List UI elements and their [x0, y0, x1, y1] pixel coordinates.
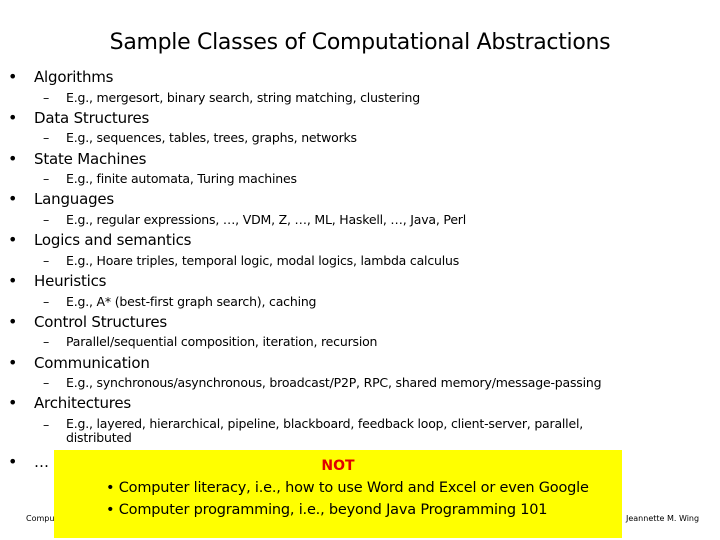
bullet-icon: •: [8, 230, 18, 249]
item-example: Parallel/sequential composition, iteration, recursion: [66, 334, 378, 349]
item-label: Control Structures: [34, 313, 167, 331]
bullet-icon: •: [8, 271, 18, 290]
footer-left: Compu: [26, 514, 55, 523]
item-example: E.g., finite automata, Turing machines: [66, 171, 297, 186]
dash-icon: –: [43, 130, 50, 145]
dash-icon: –: [43, 334, 50, 349]
item-label: State Machines: [34, 150, 147, 168]
bullet-icon: •: [8, 312, 18, 331]
item-example: E.g., Hoare triples, temporal logic, modal logics, lambda calculus: [66, 253, 460, 268]
dash-icon: –: [43, 375, 50, 390]
dash-icon: –: [43, 294, 50, 309]
item-label: …: [34, 453, 49, 471]
bullet-icon: •: [8, 108, 18, 127]
slide-title: Sample Classes of Computational Abstractions: [109, 30, 611, 55]
bullet-icon: •: [8, 149, 18, 168]
not-heading: NOT: [321, 458, 355, 474]
item-example: E.g., sequences, tables, trees, graphs, networks: [66, 130, 357, 145]
not-line-programming: • Computer programming, i.e., beyond Java Programming 101: [106, 502, 548, 518]
not-line-literacy: • Computer literacy, i.e., how to use Word and Excel or even Google: [106, 480, 589, 496]
bullet-icon: •: [8, 452, 18, 471]
bullet-icon: •: [8, 353, 18, 372]
dash-icon: –: [43, 417, 50, 432]
not-callout-box: [54, 450, 622, 538]
item-label: Languages: [34, 190, 115, 208]
item-example: E.g., layered, hierarchical, pipeline, blackboard, feedback loop, client-server, parallel, distributed: [66, 416, 583, 445]
dash-icon: –: [43, 212, 50, 227]
bullet-icon: •: [8, 67, 18, 86]
footer-author: Jeannette M. Wing: [626, 514, 700, 523]
item-label: Logics and semantics: [34, 231, 192, 249]
item-example: E.g., synchronous/asynchronous, broadcast/P2P, RPC, shared memory/message-passing: [66, 375, 602, 390]
item-label: Heuristics: [34, 272, 107, 290]
item-example: E.g., mergesort, binary search, string matching, clustering: [66, 90, 420, 105]
item-example: E.g., A* (best-first graph search), caching: [66, 294, 317, 309]
dash-icon: –: [43, 253, 50, 268]
item-label: Algorithms: [34, 68, 114, 86]
dash-icon: –: [43, 90, 50, 105]
item-label: Architectures: [34, 394, 132, 412]
dash-icon: –: [43, 171, 50, 186]
bullet-icon: •: [8, 189, 18, 208]
item-label: Communication: [34, 354, 150, 372]
item-example: E.g., regular expressions, …, VDM, Z, …, ML, Haskell, …, Java, Perl: [66, 212, 467, 227]
item-label: Data Structures: [34, 109, 150, 127]
bullet-icon: •: [8, 393, 18, 412]
